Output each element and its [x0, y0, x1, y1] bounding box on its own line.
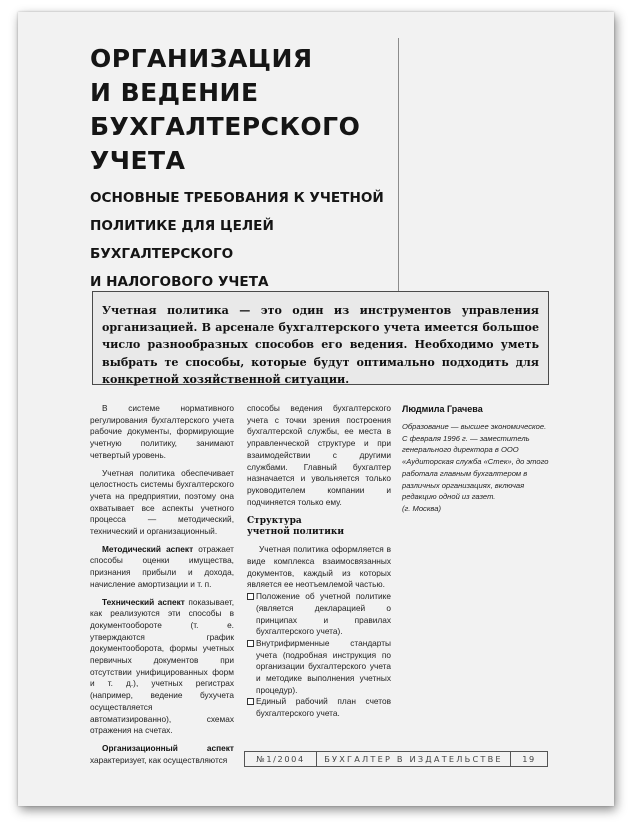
author-bio-text: Образование — высшее экономическое. С февраля 1996 г. — заместитель генерального директора в ООО «Аудиторская служба «Стек», до этого работала главным бухгалтером в различных организациях, включая редакцию одной из газет. [402, 422, 549, 502]
title-line: И ВЕДЕНИЕ [90, 78, 259, 107]
title-line: ОРГАНИЗАЦИЯ [90, 44, 313, 73]
paragraph [90, 743, 234, 766]
issue-number: №1/2004 [245, 752, 317, 766]
list-item [247, 696, 391, 719]
page-number: 19 [522, 754, 536, 764]
journal-name: БУХГАЛТЕР В ИЗДАТЕЛЬСТВЕ [317, 752, 511, 766]
title-line: БУХГАЛТЕРСКОГО [90, 112, 361, 141]
paragraph-text: показывает, как реализуются эти способы в документообороте (т. е. утверждаются график документооборота, формы учетных первичных документов при отсутствии унифицированных форм и т. д.), учетных регистрах (например, ведение бухучета осуществляется автоматизированно), схемах отражения на счетах. [90, 596, 234, 736]
checklist [247, 591, 391, 720]
section-heading [247, 516, 391, 538]
term-methodical: Методический аспект [102, 543, 194, 554]
paragraph: Учетная политика оформляется в виде комплекса взаимосвязанных документов, каждый из которых является ее неотъемлемой частью. [247, 544, 391, 590]
article-title [90, 42, 400, 178]
article-subtitle [90, 184, 400, 296]
title-line: УЧЕТА [90, 146, 186, 175]
paragraph: способы ведения бухгалтерского учета с точки зрения построения бухгалтерской службы, ее места в управленческой структуре и при взаимодействии с другими службами. Главный бухгалтер назначается и увольняется только руководителем компании и подчиняется только ему. [247, 403, 391, 507]
paragraph-text: характеризует, как осуществляются [90, 754, 228, 765]
magazine-page [18, 12, 614, 806]
vertical-divider [398, 38, 399, 294]
subtitle-line: И НАЛОГОВОГО УЧЕТА [90, 274, 269, 290]
paragraph: В системе нормативного регулирования бухгалтерского учета рабочие документы, формирующие учетную политику, занимают четвертый уровень. [90, 403, 234, 460]
section-heading-line: Структура [247, 516, 302, 527]
paragraph-text: отражает способы оценки имущества, признания прибыли и дохода, начисление амортизации и т. п. [90, 543, 234, 589]
subtitle-line: ПОЛИТИКЕ ДЛЯ ЦЕЛЕЙ БУХГАЛТЕРСКОГО [90, 218, 274, 262]
text-column-2 [247, 403, 391, 720]
paragraph [90, 544, 234, 591]
list-item-text: Единый рабочий план счетов бухгалтерского учета. [256, 696, 391, 719]
checkbox-icon [247, 640, 254, 647]
checkbox-icon [247, 593, 254, 600]
list-item [247, 638, 391, 697]
author-city: (г. Москва) [402, 503, 441, 513]
paragraph [90, 597, 234, 737]
page-footer [244, 751, 548, 767]
text-column-1 [90, 403, 234, 766]
list-item-text: Положение об учетной политике (является декларацией о принципах и правилах бухгалтерского учета). [256, 591, 391, 637]
paragraph: Учетная политика обеспечивает целостность системы бухгалтерского учета на предприятии, поэтому она охватывает все аспекты учетного процесса — методический, технический и организационный. [90, 467, 234, 537]
subtitle-line: ОСНОВНЫЕ ТРЕБОВАНИЯ К УЧЕТНОЙ [90, 190, 384, 206]
checkbox-icon [247, 698, 254, 705]
author-bio [402, 421, 552, 515]
title-block [90, 42, 400, 296]
list-item [247, 591, 391, 638]
section-heading-line: учетной политики [247, 527, 345, 538]
term-technical: Технический аспект [102, 596, 185, 607]
list-item-text: Внутрифирменные стандарты учета (подробная инструкция по организации бухгалтерского учета и методике выполнения учетных процедур). [256, 637, 391, 695]
author-name: Людмила Грачева [402, 404, 483, 414]
term-organizational: Организационный аспект [102, 742, 234, 753]
author-column [402, 403, 552, 515]
lead-paragraph: Учетная политика — это один из инструментов управления организацией. В арсенале бухгалтерского учета имеется большое число разнообразных способов его ведения. Необходимо уметь выбрать те способы, которые будут оптимально подходить для конкретной хозяйственной ситуации. [92, 291, 549, 385]
